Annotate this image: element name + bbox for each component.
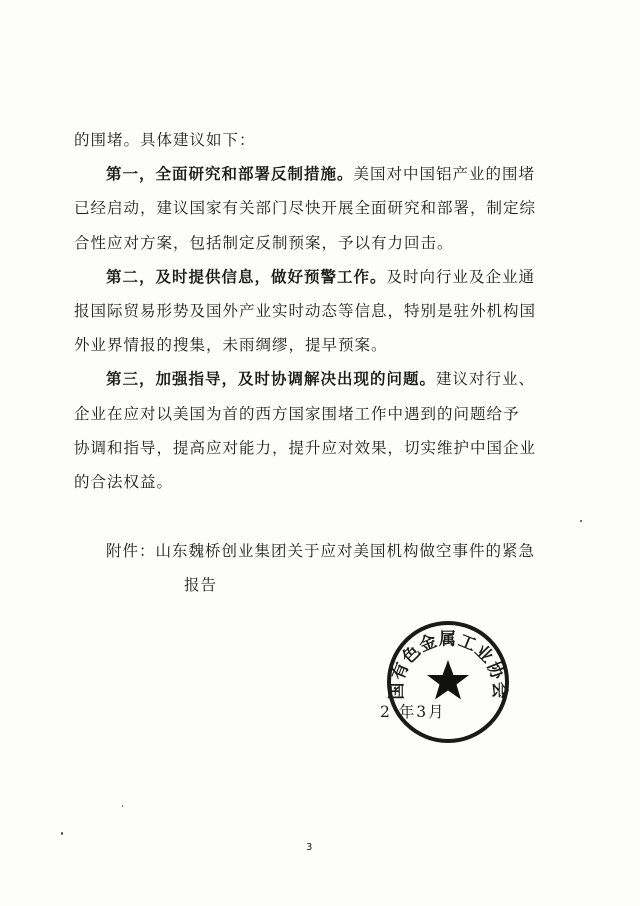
scan-speck [580, 520, 582, 522]
section-3-heading: 第三，加强指导，及时协调解决出现的问题。 [106, 369, 437, 389]
scan-speck [122, 805, 123, 807]
date-line: 2 年3月 [380, 703, 446, 721]
section-3-line-1: 企业在应对以美国为首的西方国家围堵工作中遇到的问题给予 [74, 404, 520, 423]
attachment-block [74, 534, 584, 602]
section-3-line-2: 协调和指导，提高应对能力，提升应对效果，切实维护中国企业 [74, 438, 537, 457]
section-2-first-line [74, 260, 584, 294]
section-1-heading: 第一，全面研究和部署反制措施。 [106, 164, 354, 184]
intro-line: 的围堵。具体建议如下： [74, 131, 256, 149]
section-2-line-0: 及时向行业及企业通 [386, 267, 536, 286]
section-3-line-3: 的合法权益。 [74, 473, 174, 492]
seal-text: 国有色金属工业协会 [386, 629, 510, 700]
scan-speck [61, 832, 63, 835]
section-1-line-2: 合性应对方案，包括制定反制预案，予以有力回击。 [74, 233, 454, 252]
section-1-line-1: 已经启动，建议国家有关部门尽快开展全面研究和部署，制定综 [74, 199, 537, 218]
page-number: 3 [306, 842, 313, 853]
section-2-line-2: 外业界情报的搜集，未雨绸缪，提早预案。 [74, 336, 388, 355]
document-body [74, 123, 584, 602]
attachment-label: 附件： [106, 542, 156, 561]
section-3-line-0: 建议对行业、 [436, 370, 536, 389]
section-1-line-0: 美国对中国铝产业的围堵 [353, 165, 536, 184]
attachment-title-1: 山东魏桥创业集团关于应对美国机构做空事件的紧急 [155, 542, 536, 561]
section-2-line-1: 报国际贸易形势及国外产业实时动态等信息，特别是驻外机构国 [74, 302, 537, 321]
attachment-line-2: 报告 [184, 576, 218, 595]
section-2-heading: 第二，及时提供信息，做好预警工作。 [106, 266, 387, 286]
attachment-line-1 [74, 534, 584, 568]
official-seal-icon [384, 618, 512, 746]
section-1-first-line [74, 157, 584, 191]
section-3-first-line [74, 362, 584, 396]
